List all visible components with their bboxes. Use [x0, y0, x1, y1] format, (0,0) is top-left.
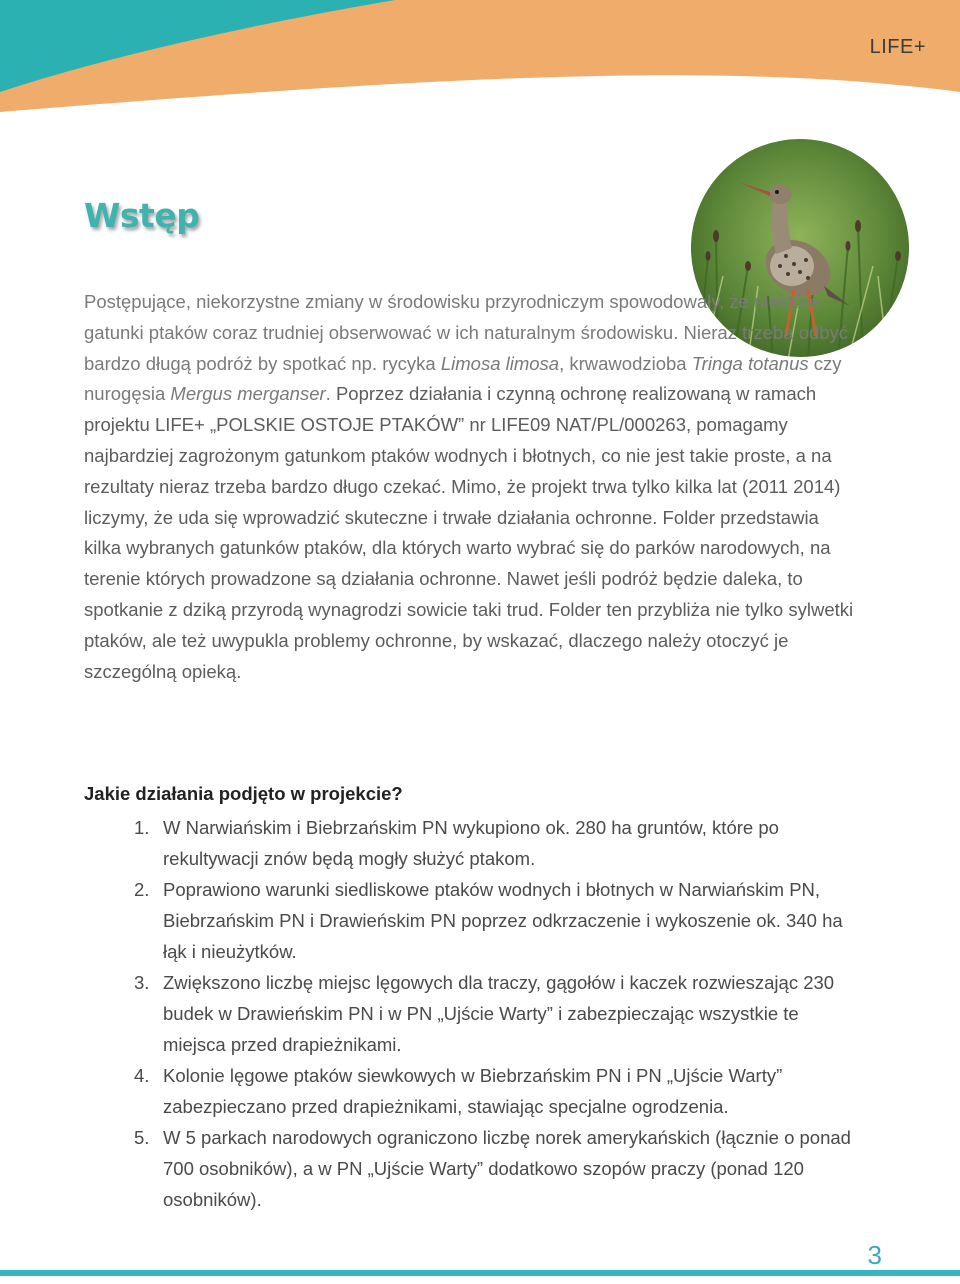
header-band	[0, 0, 960, 140]
list-item-number: 3.	[134, 972, 150, 993]
list-item-text: W Narwiańskim i Biebrzańskim PN wykupiono ok. 280 ha gruntów, które po rekultywacji znów będą mogły służyć ptakom.	[163, 817, 779, 869]
header-label: LIFE+	[869, 36, 926, 58]
list-item-number: 5.	[134, 1127, 150, 1148]
intro-paragraph	[84, 287, 854, 687]
species-name: Mergus merganser	[170, 383, 326, 405]
intro-body: Poprzez działania i czynną ochronę realizowaną w ramach projektu LIFE+ „POLSKIE OSTOJE PTAKÓW” nr LIFE09 NAT/PL/000263, pomagamy najbardziej zagrożonym gatunkom ptaków wodnych i błotnych, co nie jest takie proste, a na rezultaty nieraz trzeba bardzo długo czekać. Mimo, że projekt trwa tylko kilka lat (2011 2014) liczymy, że uda się wprowadzić skuteczne i trwałe działania ochronne. Folder przedstawia kilka wybranych gatunków ptaków, dla których warto wybrać się do parków narodowych, na terenie których prowadzone są działania ochronne. Nawet jeśli podróż będzie daleka, to spotkanie z dziką przyrodą wynagrodzi sowicie taki trud. Folder ten przybliża nie tylko sylwetki ptaków, ale też uwypukla problemy ochronne, by wskazać, dlaczego należy otoczyć je szczególną opieką.	[84, 383, 854, 682]
list-item	[134, 1060, 854, 1122]
list-item	[134, 1122, 854, 1215]
list-item-number: 4.	[134, 1065, 150, 1086]
footer-line	[0, 1270, 960, 1276]
list-item	[134, 874, 854, 967]
list-item-number: 1.	[134, 817, 150, 838]
page-heading: Wstęp	[84, 196, 200, 235]
section-title: Jakie działania podjęto w projekcie?	[84, 783, 403, 804]
list-item	[134, 812, 854, 874]
species-name: Tringa totanus	[691, 352, 809, 374]
page-number: 3	[867, 1240, 882, 1270]
species-name: Limosa limosa	[440, 352, 560, 374]
list-item-text: Poprawiono warunki siedliskowe ptaków wodnych i błotnych w Narwiańskim PN, Biebrzańskim PN i Drawieńskim PN poprzez odkrzaczenie i wykoszenie ok. 340 ha łąk i nieużytków.	[163, 879, 843, 962]
actions-list	[134, 812, 854, 1215]
list-item	[134, 967, 854, 1060]
intro-lead: Postępujące, niekorzystne zmiany w środowisku przyrodniczym spowodowały, że niektóre gatunki ptaków coraz trudniej obserwować w ich naturalnym środowisku. Nieraz trzeba odbyć bardzo długą podróż by spotkać np. rycyka Limosa limosa, krwawodzioba Tringa totanus czy nurogęsia Mergus merganser.	[84, 291, 848, 405]
list-item-text: Zwiększono liczbę miejsc lęgowych dla traczy, gągołów i kaczek rozwieszając 230 budek w Drawieńskim PN i w PN „Ujście Warty” i zabezpieczając wszystkie te miejsca przed drapieżnikami.	[163, 972, 835, 1055]
list-item-number: 2.	[134, 879, 150, 900]
list-item-text: Kolonie lęgowe ptaków siewkowych w Biebrzańskim PN i PN „Ujście Warty” zabezpieczano przed drapieżnikami, stawiając specjalne ogrodzenia.	[163, 1065, 783, 1117]
list-item-text: W 5 parkach narodowych ograniczono liczbę norek amerykańskich (łącznie o ponad 700 osobników), a w PN „Ujście Warty” dodatkowo szopów praczy (ponad 120 osobników).	[163, 1127, 851, 1210]
